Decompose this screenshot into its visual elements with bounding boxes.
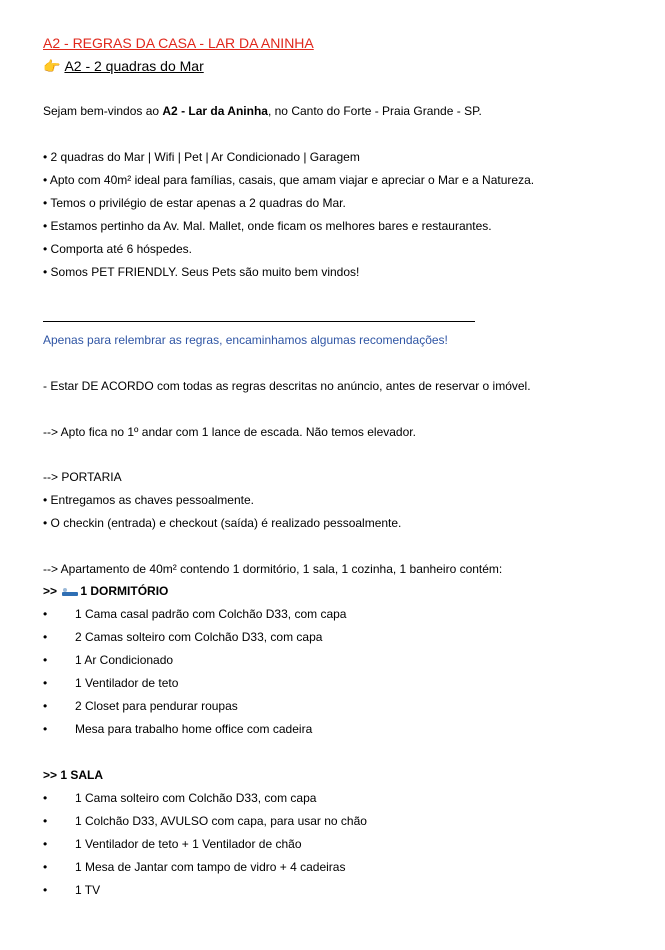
reminder-text: Apenas para relembrar as regras, encaminhamos algumas recomendações! [43, 333, 448, 347]
apartment-intro: --> Apartamento de 40m² contendo 1 dormitório, 1 sala, 1 cozinha, 1 banheiro contém: [43, 562, 503, 576]
welcome-name: A2 - Lar da Aninha [162, 104, 268, 118]
list-item: • 1 Cama casal padrão com Colchão D33, com capa [43, 607, 347, 621]
page-subtitle [43, 58, 204, 74]
bedroom-heading-text: 1 DORMITÓRIO [80, 584, 169, 598]
page-title: A2 - REGRAS DA CASA - LAR DA ANINHA [43, 35, 314, 51]
list-item: • 2 Closet para pendurar roupas [43, 699, 238, 713]
highlight-item: • Estamos pertinho da Av. Mal. Mallet, onde ficam os melhores bares e restaurantes. [43, 219, 492, 233]
list-item: • Mesa para trabalho home office com cadeira [43, 722, 313, 736]
highlight-item: • Somos PET FRIENDLY. Seus Pets são muito bem vindos! [43, 265, 360, 279]
list-item: • 1 Ar Condicionado [43, 653, 174, 667]
welcome-text [43, 103, 482, 119]
subtitle-text: A2 - 2 quadras do Mar [64, 58, 204, 74]
bedroom-heading [43, 583, 168, 599]
pointing-hand-icon: 👉 [43, 58, 61, 74]
list-item: • 1 Cama solteiro com Colchão D33, com capa [43, 791, 317, 805]
highlight-item: • Comporta até 6 hóspedes. [43, 242, 192, 256]
list-item: • 1 Ventilador de teto [43, 676, 179, 690]
list-item: • 1 Mesa de Jantar com tampo de vidro + 4 cadeiras [43, 860, 346, 874]
list-item: • 1 Ventilador de teto + 1 Ventilador de chão [43, 837, 302, 851]
highlight-item: • Apto com 40m² ideal para famílias, casais, que amam viajar e apreciar o Mar e a Natureza. [43, 173, 535, 187]
highlight-item: • 2 quadras do Mar | Wifi | Pet | Ar Condicionado | Garagem [43, 150, 360, 164]
bedroom-prefix: >> [43, 584, 58, 598]
portaria-heading: --> PORTARIA [43, 470, 122, 484]
rule-floor: --> Apto fica no 1º andar com 1 lance de escada. Não temos elevador. [43, 425, 416, 439]
welcome-prefix: Sejam bem-vindos ao [43, 104, 163, 118]
living-heading: >> 1 SALA [43, 768, 104, 782]
bed-icon [62, 587, 78, 596]
rule-agree: - Estar DE ACORDO com todas as regras descritas no anúncio, antes de reservar o imóvel. [43, 379, 531, 393]
list-item: • 2 Camas solteiro com Colchão D33, com capa [43, 630, 323, 644]
portaria-item: • Entregamos as chaves pessoalmente. [43, 493, 254, 507]
highlight-item: • Temos o privilégio de estar apenas a 2 quadras do Mar. [43, 196, 346, 210]
portaria-item: • O checkin (entrada) e checkout (saída) é realizado pessoalmente. [43, 516, 402, 530]
divider [43, 321, 475, 322]
welcome-suffix: , no Canto do Forte - Praia Grande - SP. [267, 104, 482, 118]
list-item: • 1 TV [43, 883, 101, 897]
list-item: • 1 Colchão D33, AVULSO com capa, para usar no chão [43, 814, 367, 828]
